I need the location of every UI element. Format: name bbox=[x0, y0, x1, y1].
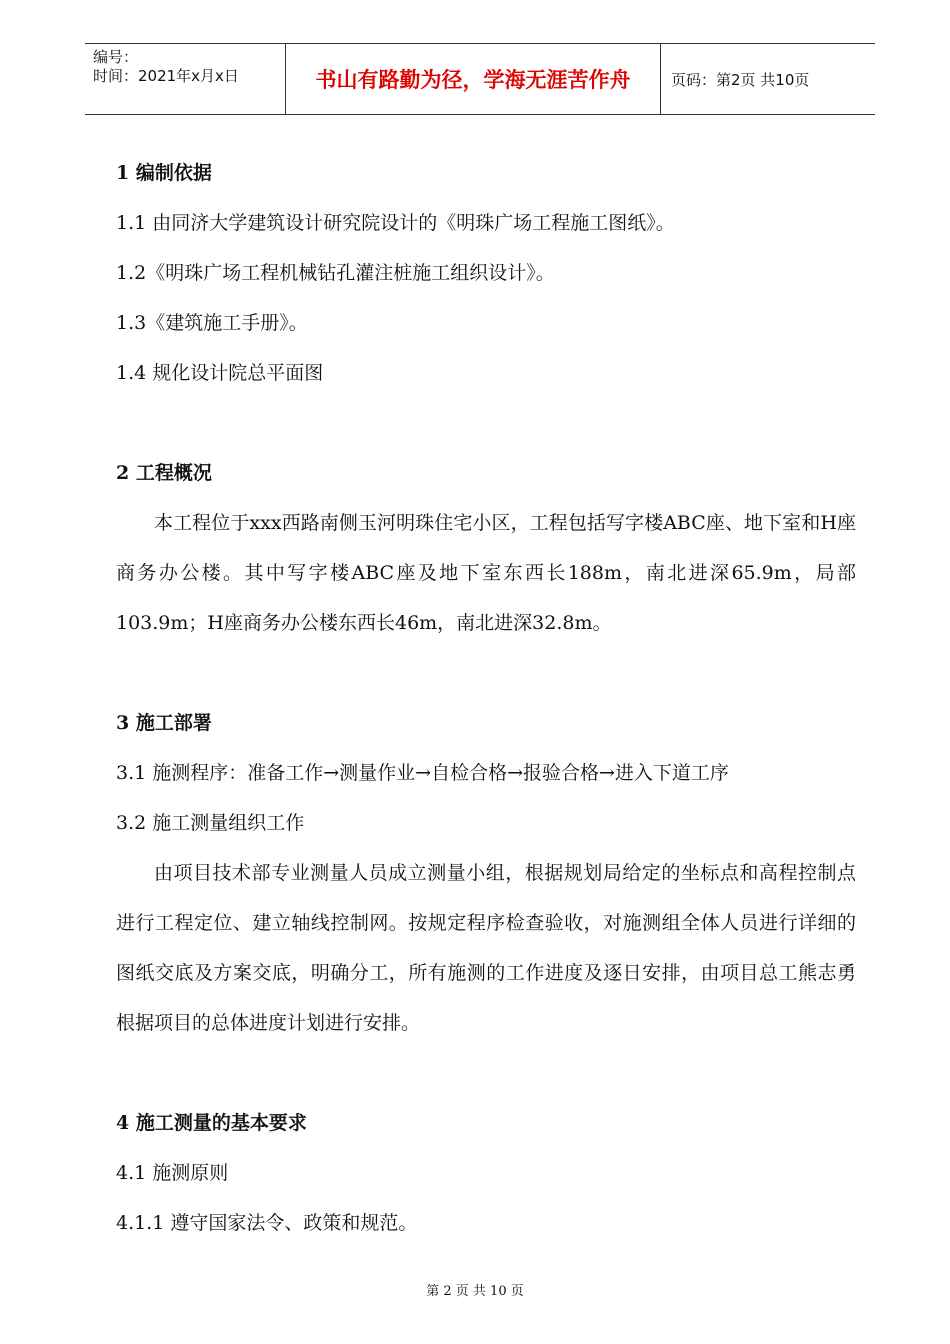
section-1-item-3: 1.3《建筑施工手册》。 bbox=[116, 312, 308, 334]
section-1-title: 1 编制依据 bbox=[116, 162, 212, 184]
section-4-title: 4 施工测量的基本要求 bbox=[116, 1112, 307, 1134]
section-1-item-1: 1.1 由同济大学建筑设计研究院设计的《明珠广场工程施工图纸》。 bbox=[116, 212, 675, 234]
section-4-item-2: 4.1.1 遵守国家法令、政策和规范。 bbox=[116, 1212, 418, 1234]
section-4-item-1: 4.1 施测原则 bbox=[116, 1162, 229, 1184]
section-3-item-1: 3.1 施测程序：准备工作→测量作业→自检合格→报验合格→进入下道工序 bbox=[116, 762, 729, 784]
time-label: 时间：2021年x月x日 bbox=[93, 67, 239, 85]
header-page-number: 页码：第2页 共10页 bbox=[671, 70, 810, 89]
page-footer: 第 2 页 共 10 页 bbox=[426, 1284, 524, 1299]
spacer bbox=[116, 1048, 856, 1098]
section-3-paragraph: 由项目技术部专业测量人员成立测量小组，根据规划局给定的坐标点和高程控制点进行工程定位、建立轴线控制网。按规定程序检查验收，对施测组全体人员进行详细的图纸交底及方案交底，明确分工，所有施测的工作进度及逐日安排，由项目总工熊志勇根据项目的总体进度计划进行安排。 bbox=[116, 862, 856, 1034]
section-3-item-2: 3.2 施工测量组织工作 bbox=[116, 812, 305, 834]
section-1-item-4: 1.4 规化设计院总平面图 bbox=[116, 362, 324, 384]
document-body bbox=[116, 148, 856, 1248]
section-3-title: 3 施工部署 bbox=[116, 712, 212, 734]
section-2-title: 2 工程概况 bbox=[116, 462, 212, 484]
page-header bbox=[85, 43, 875, 115]
spacer bbox=[116, 398, 856, 448]
header-meta bbox=[85, 44, 286, 114]
section-1-item-2: 1.2《明珠广场工程机械钻孔灌注桩施工组织设计》。 bbox=[116, 262, 555, 284]
number-label: 编号： bbox=[93, 48, 139, 66]
section-2-paragraph: 本工程位于xxx西路南侧玉河明珠住宅小区，工程包括写字楼ABC座、地下室和H座商务办公楼。其中写字楼ABC座及地下室东西长188m，南北进深65.9m，局部103.9m；H座商务办公楼东西长46m，南北进深32.8m。 bbox=[116, 512, 856, 634]
spacer bbox=[116, 648, 856, 698]
header-motto: 书山有路勤为径，学海无涯苦作舟 bbox=[286, 44, 661, 114]
